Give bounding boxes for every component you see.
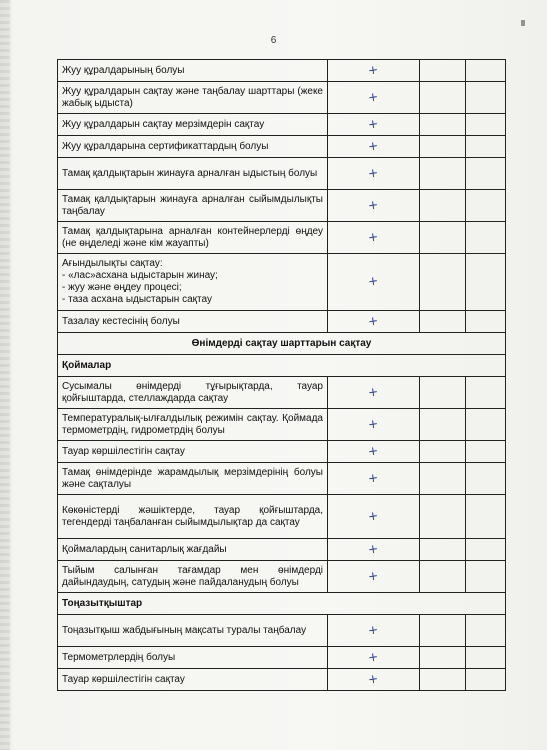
subsection-row (58, 355, 506, 377)
table-row (58, 60, 506, 82)
mark-cell (328, 311, 420, 333)
table-row (58, 561, 506, 593)
section-heading: Өнімдерді сақтау шарттарын сақтау (58, 333, 506, 355)
criterion-cell: Тамақ қалдықтарына арналған контейнерлерді өңдеу (не өңделеді және кім жауапты) (58, 222, 328, 254)
handwritten-check-mark: + (367, 670, 380, 687)
checklist-table (57, 59, 506, 691)
handwritten-check-mark: + (367, 164, 380, 181)
empty-cell (466, 561, 506, 593)
empty-cell (420, 158, 466, 190)
empty-cell (466, 377, 506, 409)
empty-cell (420, 615, 466, 647)
handwritten-check-mark: + (367, 415, 380, 432)
table-row (58, 615, 506, 647)
mark-cell (328, 539, 420, 561)
table-row (58, 539, 506, 561)
criterion-cell: Қоймалардың санитарлық жағдайы (58, 539, 328, 561)
table-row (58, 377, 506, 409)
empty-cell (466, 158, 506, 190)
criterion-cell: Жуу құралдарын сақтау және таңбалау шарттары (жеке жабық ыдыста) (58, 82, 328, 114)
criterion-line: - жуу және өңдеу процесі; (62, 282, 182, 293)
empty-cell (466, 254, 506, 311)
empty-cell (466, 615, 506, 647)
page-number: 6 (270, 35, 277, 46)
handwritten-check-mark: + (367, 61, 380, 78)
checklist-body (58, 60, 506, 691)
empty-cell (420, 539, 466, 561)
criterion-cell: Тауар көршілестігін сақтау (58, 441, 328, 463)
criterion-cell: Көкөністерді жәшіктерде, тауар қойғыштарда, тегендерді таңбаланған сыйымдылықтар да сақтау (58, 495, 328, 539)
handwritten-check-mark: + (367, 469, 380, 486)
mark-cell (328, 495, 420, 539)
criterion-cell: Сусымалы өнімдерді тұғырықтарда, тауар қойғыштарда, стеллаждарда сақтау (58, 377, 328, 409)
mark-cell (328, 669, 420, 691)
table-row (58, 190, 506, 222)
empty-cell (420, 222, 466, 254)
table-row (58, 82, 506, 114)
mark-cell (328, 114, 420, 136)
subsection-row (58, 593, 506, 615)
mark-cell (328, 222, 420, 254)
mark-cell (328, 377, 420, 409)
empty-cell (466, 82, 506, 114)
empty-cell (420, 409, 466, 441)
table-row (58, 222, 506, 254)
table-row (58, 441, 506, 463)
criterion-cell: Температуралық-ылғалдылық режимін сақтау. Қоймада термометрдің, гидрометрдің болуы (58, 409, 328, 441)
mark-cell (328, 158, 420, 190)
handwritten-check-mark: + (367, 383, 380, 400)
criterion-line: - «лас»асхана ыдыстарын жинау; (62, 270, 218, 281)
criterion-cell: Жуу құралдарына сертификаттардың болуы (58, 136, 328, 158)
scan-artifact (521, 20, 525, 26)
handwritten-check-mark: + (367, 273, 380, 289)
empty-cell (466, 441, 506, 463)
empty-cell (420, 60, 466, 82)
handwritten-check-mark: + (367, 540, 380, 557)
handwritten-check-mark: + (367, 228, 380, 245)
empty-cell (466, 409, 506, 441)
empty-cell (420, 254, 466, 311)
table-row (58, 495, 506, 539)
handwritten-check-mark: + (367, 507, 380, 524)
handwritten-check-mark: + (367, 648, 380, 665)
table-row (58, 254, 506, 311)
empty-cell (420, 647, 466, 669)
criterion-line: - таза асхана ыдыстарын сақтау (62, 294, 212, 305)
empty-cell (420, 311, 466, 333)
criterion-cell: Тоңазытқыш жабдығының мақсаты туралы таңбалау (58, 615, 328, 647)
criterion-cell: Тыйым салынған тағамдар мен өнімдерді дайындаудың, сатудың және пайдаланудың болуы (58, 561, 328, 593)
empty-cell (420, 136, 466, 158)
criterion-cell: Жуу құралдарын сақтау мерзімдерін сақтау (58, 114, 328, 136)
table-row (58, 158, 506, 190)
handwritten-check-mark: + (367, 137, 380, 154)
table-row (58, 463, 506, 495)
empty-cell (466, 60, 506, 82)
criterion-cell: Тамақ өнімдерінде жарамдылық мерзімдерінің болуы және сақталуы (58, 463, 328, 495)
table-row (58, 311, 506, 333)
empty-cell (466, 114, 506, 136)
criterion-line: Ағындылықты сақтау: (62, 258, 163, 269)
empty-cell (420, 669, 466, 691)
table-row (58, 647, 506, 669)
empty-cell (466, 669, 506, 691)
empty-cell (420, 495, 466, 539)
handwritten-check-mark: + (367, 312, 380, 329)
subsection-heading: Тоңазытқыштар (58, 593, 506, 615)
mark-cell (328, 463, 420, 495)
empty-cell (466, 539, 506, 561)
handwritten-check-mark: + (367, 442, 380, 459)
mark-cell (328, 647, 420, 669)
criterion-cell: Тамақ қалдықтарын жинауға арналған ыдыстың болуы (58, 158, 328, 190)
subsection-heading: Қоймалар (58, 355, 506, 377)
handwritten-check-mark: + (367, 88, 380, 105)
empty-cell (466, 222, 506, 254)
empty-cell (420, 377, 466, 409)
mark-cell (328, 254, 420, 311)
mark-cell (328, 136, 420, 158)
section-row (58, 333, 506, 355)
mark-cell (328, 561, 420, 593)
empty-cell (420, 114, 466, 136)
table-row (58, 114, 506, 136)
handwritten-check-mark: + (367, 621, 380, 638)
empty-cell (466, 190, 506, 222)
mark-cell (328, 190, 420, 222)
mark-cell (328, 60, 420, 82)
mark-cell (328, 82, 420, 114)
empty-cell (466, 463, 506, 495)
handwritten-check-mark: + (367, 567, 380, 584)
empty-cell (420, 441, 466, 463)
criterion-cell: Тазалау кестесінің болуы (58, 311, 328, 333)
empty-cell (420, 561, 466, 593)
criterion-cell: Термометрлердің болуы (58, 647, 328, 669)
criterion-cell: Тауар көршілестігін сақтау (58, 669, 328, 691)
scan-edge (0, 0, 10, 750)
criterion-cell: Жуу құралдарының болуы (58, 60, 328, 82)
criterion-cell: Тамақ қалдықтарын жинауға арналған сыйымдылықты таңбалау (58, 190, 328, 222)
empty-cell (466, 311, 506, 333)
empty-cell (420, 190, 466, 222)
empty-cell (466, 647, 506, 669)
mark-cell (328, 409, 420, 441)
mark-cell (328, 441, 420, 463)
handwritten-check-mark: + (367, 196, 380, 213)
handwritten-check-mark: + (367, 115, 380, 132)
empty-cell (466, 136, 506, 158)
table-row (58, 669, 506, 691)
table-row (58, 409, 506, 441)
criterion-cell (58, 254, 328, 311)
empty-cell (466, 495, 506, 539)
empty-cell (420, 463, 466, 495)
table-row (58, 136, 506, 158)
mark-cell (328, 615, 420, 647)
empty-cell (420, 82, 466, 114)
